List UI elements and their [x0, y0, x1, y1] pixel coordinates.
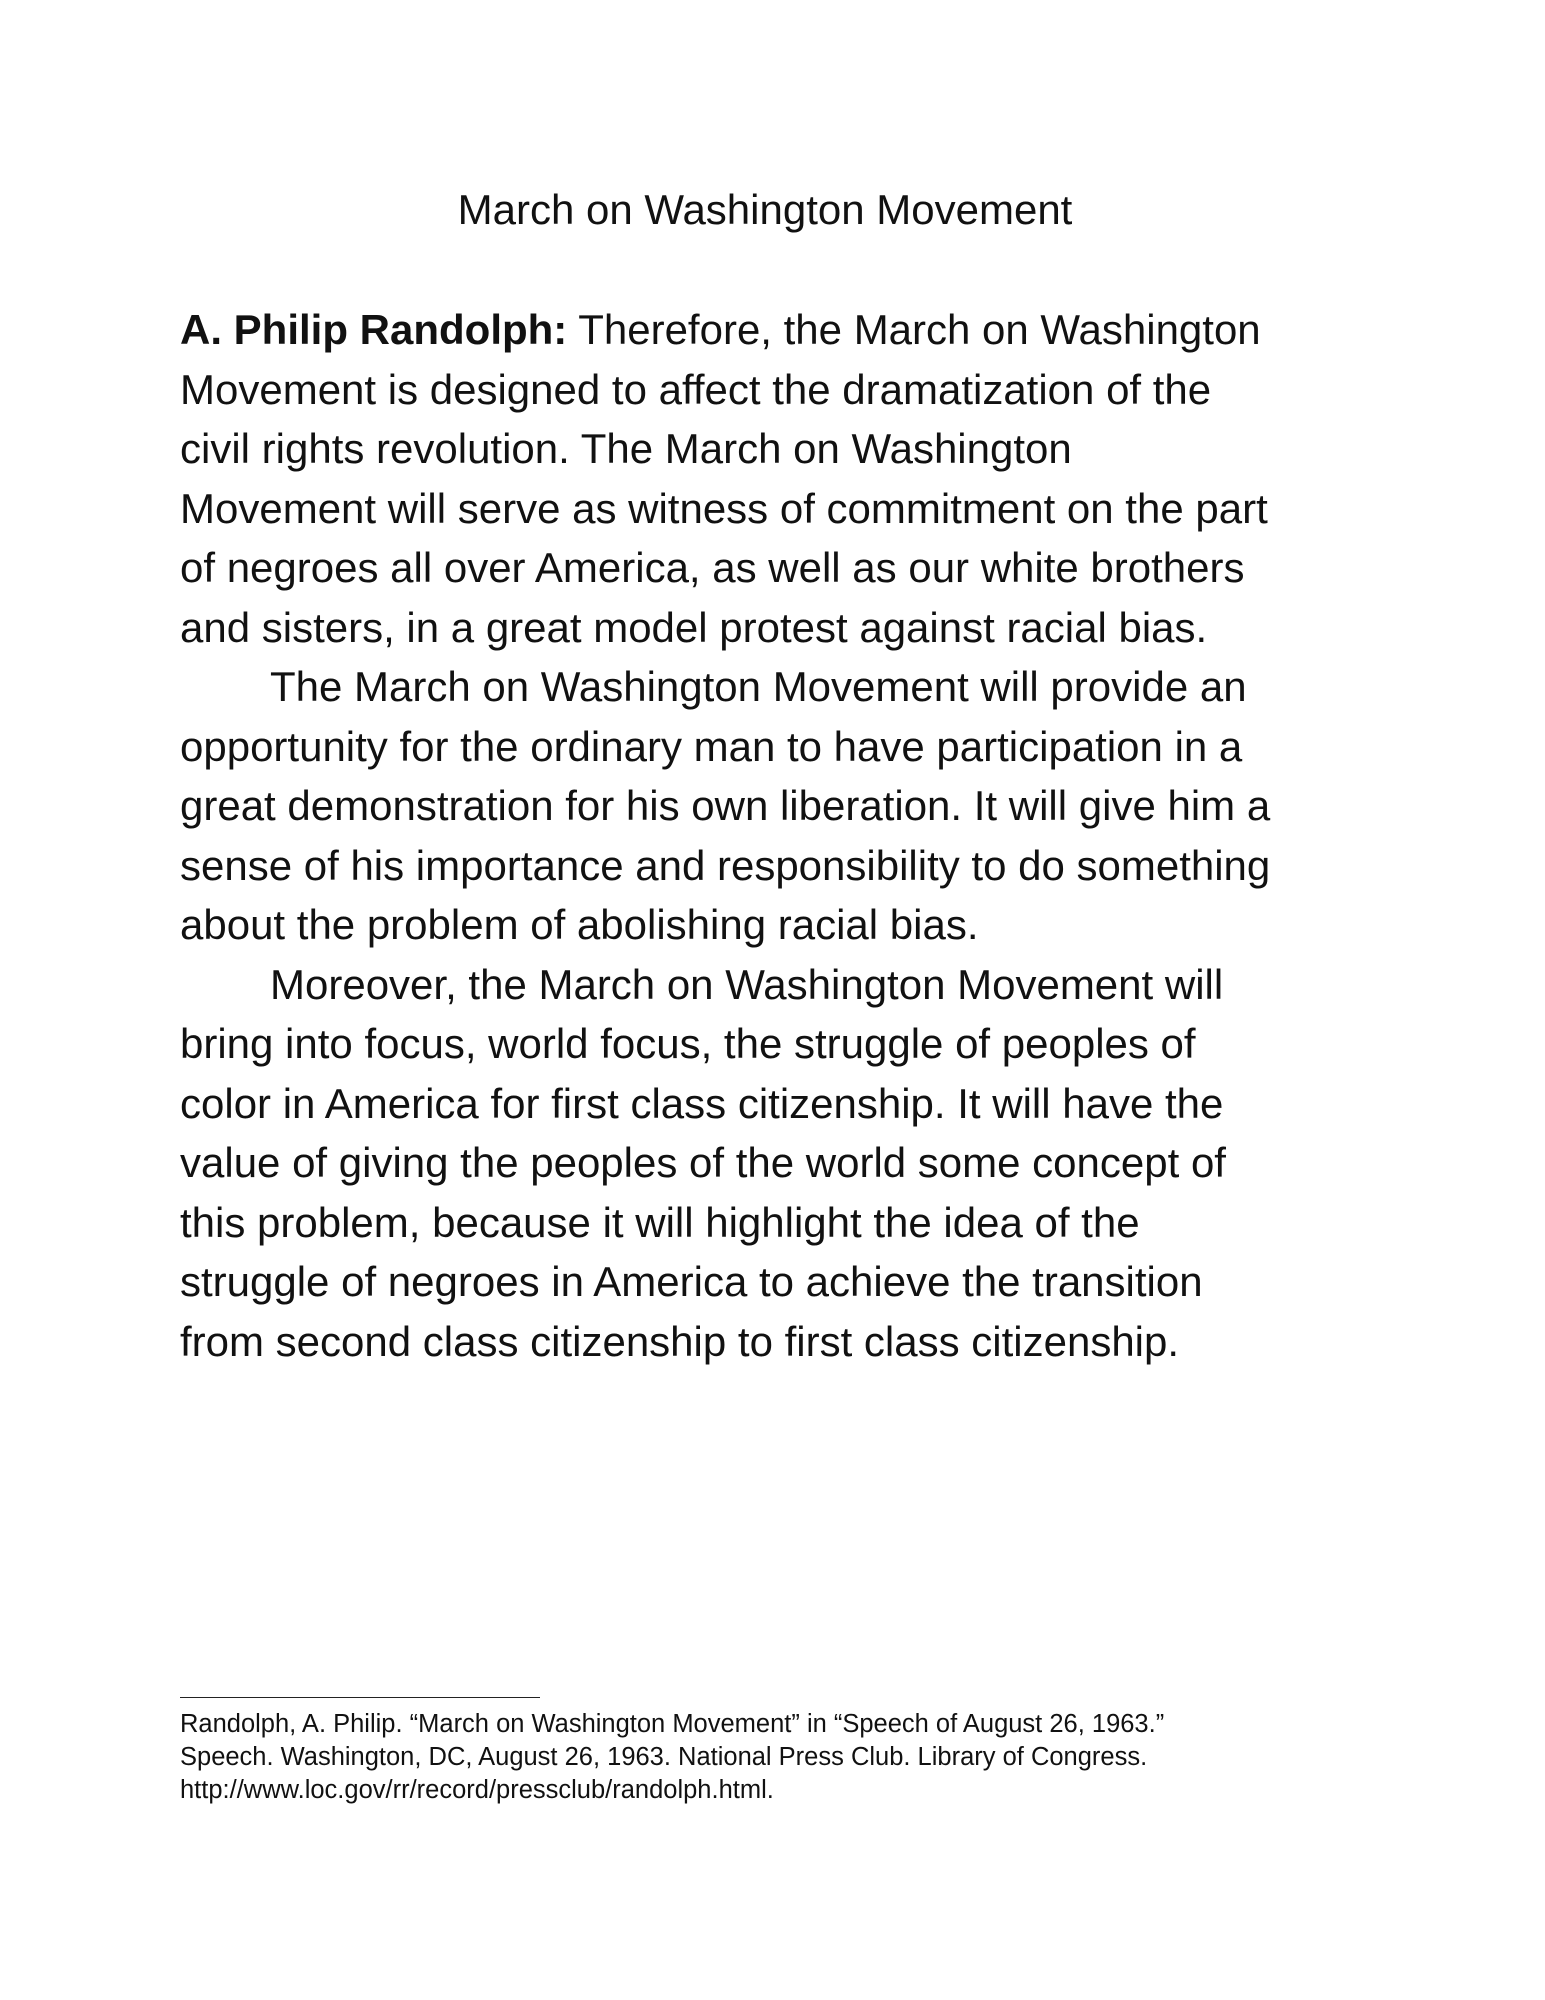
- paragraph-line: sense of his importance and responsibility to do something: [180, 841, 1271, 889]
- paragraph-line: about the problem of abolishing racial bias.: [180, 901, 979, 948]
- paragraph-line: A. Philip Randolph: Therefore, the March on Washington: [180, 306, 1261, 353]
- paragraph-line: and sisters, in a great model protest against racial bias.: [180, 603, 1208, 651]
- footnote-line: Speech. Washington, DC, August 26, 1963. National Press Club. Library of Congress.: [180, 1743, 1148, 1771]
- paragraph-line: value of giving the peoples of the world some concept of: [180, 1139, 1226, 1186]
- paragraph-line: Moreover, the March on Washington Movement will: [270, 960, 1224, 1008]
- footnote: [180, 1708, 1380, 1807]
- paragraph-line: civil rights revolution. The March on Washington: [180, 425, 1072, 472]
- paragraph-2: [180, 657, 1380, 955]
- speech-body: [180, 300, 1380, 1371]
- paragraph-line: this problem, because it will highlight the idea of the: [180, 1198, 1140, 1246]
- paragraph-line: great demonstration for his own liberation. It will give him a: [180, 782, 1271, 829]
- paragraph-line: The March on Washington Movement will provide an: [270, 663, 1247, 710]
- paragraph-1: [180, 300, 1380, 657]
- paragraph-line: bring into focus, world focus, the struggle of peoples of: [180, 1020, 1196, 1067]
- paragraph-line: of negroes all over America, as well as our white brothers: [180, 544, 1245, 591]
- paragraph-line: from second class citizenship to first class citizenship.: [180, 1317, 1180, 1365]
- paragraph-line: opportunity for the ordinary man to have participation in a: [180, 722, 1243, 770]
- paragraph-line: struggle of negroes in America to achieve the transition: [180, 1258, 1203, 1305]
- paragraph-line: Movement will serve as witness of commitment on the part: [180, 484, 1268, 532]
- paragraph-line: color in America for first class citizenship. It will have the: [180, 1079, 1224, 1127]
- footnote-divider: [180, 1697, 540, 1698]
- paragraph-line: Movement is designed to affect the dramatization of the: [180, 365, 1212, 413]
- footnote-line: http://www.loc.gov/rr/record/pressclub/randolph.html.: [180, 1776, 774, 1804]
- paragraph-3: [180, 955, 1380, 1372]
- document-title: March on Washington Movement: [457, 186, 1073, 233]
- footnote-line: Randolph, A. Philip. “March on Washington Movement” in “Speech of August 26, 1963.”: [180, 1710, 1165, 1738]
- speaker-name: A. Philip Randolph:: [180, 306, 568, 353]
